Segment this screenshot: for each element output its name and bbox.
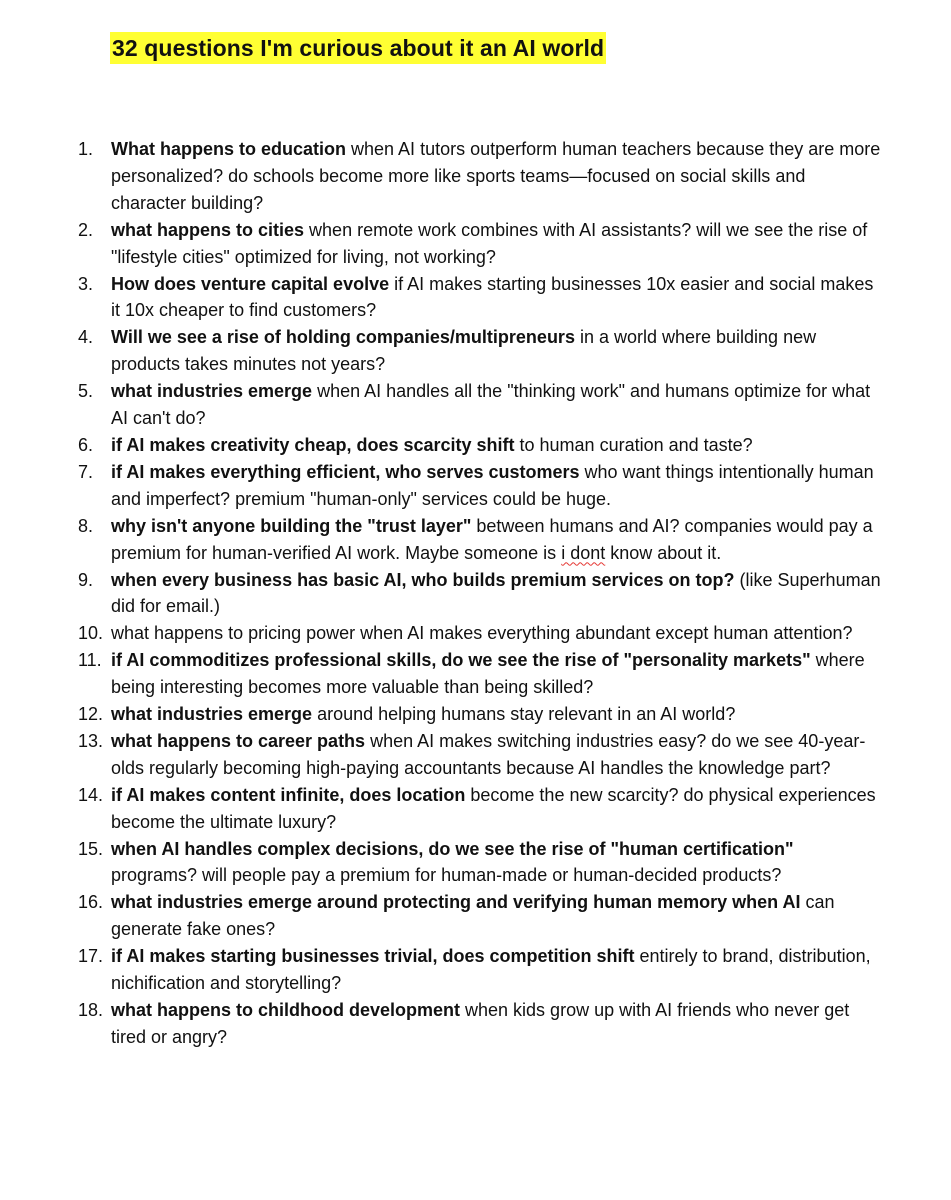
question-number: 9.: [78, 569, 94, 590]
question-bold-text: what happens to career paths: [111, 730, 366, 751]
question-number: 3.: [78, 273, 94, 294]
question-bold-text: How does venture capital evolve: [111, 273, 390, 294]
question-list: [0, 136, 951, 1051]
question-text: can generate fake ones?: [111, 892, 835, 940]
question-bold-text: if AI commoditizes professional skills, do we see the rise of "personality markets": [111, 650, 811, 671]
question-text: in a world where building new products takes minutes not years?: [111, 327, 817, 375]
question-item-4: [0, 324, 951, 378]
question-bold-text: why isn't anyone building the "trust layer": [111, 515, 472, 536]
question-bold-text: what happens to childhood development: [111, 1000, 461, 1020]
question-number: 12.: [78, 704, 104, 725]
question-item-3: [0, 271, 951, 325]
question-item-18: [0, 997, 951, 1051]
document-title: 32 questions I'm curious about it an AI world: [110, 32, 606, 64]
question-text: when remote work combines with AI assistants? will we see the rise of "lifestyle cities" optimized for living, not working?: [111, 219, 868, 267]
question-text: who want things intentionally human and imperfect? premium "human-only" services could be huge.: [111, 461, 874, 509]
question-text-end: know about it.: [605, 542, 722, 563]
question-text: when kids grow up with AI friends who never get tired or angry?: [111, 1000, 850, 1047]
question-bold-text: what happens to cities: [111, 219, 305, 240]
question-number: 11.: [78, 650, 102, 671]
question-bold-text: what industries emerge around protecting and verifying human memory when AI: [111, 892, 801, 913]
question-number: 17.: [78, 946, 104, 967]
question-text: to human curation and taste?: [514, 434, 753, 455]
question-bold-text: if AI makes everything efficient, who serves customers: [111, 461, 580, 482]
question-number: 4.: [78, 327, 94, 348]
question-number: 8.: [78, 515, 94, 536]
question-text: if AI makes starting businesses 10x easier and social makes it 10x cheaper to find customers?: [111, 273, 874, 321]
question-text: what happens to pricing power when AI makes everything abundant except human attention?: [111, 623, 853, 644]
question-number: 16.: [78, 892, 104, 913]
question-bold-text: if AI makes starting businesses trivial, does competition shift: [111, 946, 635, 967]
question-item-9: [0, 567, 951, 621]
question-item-15: [0, 836, 951, 890]
question-number: 2.: [78, 219, 94, 240]
question-number: 1.: [78, 139, 94, 159]
question-item-7: [0, 459, 951, 513]
question-number: 14.: [78, 784, 104, 805]
question-text: when AI tutors outperform human teachers because they are more personalized? do schools become more like sports teams—focused on social skills and character building?: [111, 139, 881, 213]
question-bold-text: What happens to education: [111, 139, 347, 159]
question-item-2: [0, 217, 951, 271]
question-item-6: [0, 432, 951, 459]
question-item-17: [0, 943, 951, 997]
question-item-13: [0, 728, 951, 782]
question-text: around helping humans stay relevant in an AI world?: [312, 704, 736, 725]
question-item-12: [0, 701, 951, 728]
question-number: 5.: [78, 381, 94, 402]
question-bold-text: when AI handles complex decisions, do we see the rise of "human certification": [111, 838, 794, 859]
question-item-5: [0, 378, 951, 432]
question-bold-text: Will we see a rise of holding companies/multipreneurs: [111, 327, 575, 348]
question-bold-text: if AI makes creativity cheap, does scarcity shift: [111, 434, 515, 455]
question-item-14: [0, 782, 951, 836]
question-number: 15.: [78, 838, 104, 859]
question-item-8: [0, 513, 951, 567]
question-text: become the new scarcity? do physical experiences become the ultimate luxury?: [111, 784, 876, 832]
question-text: between humans and AI? companies would pay a premium for human-verified AI work. Maybe someone is: [111, 515, 873, 563]
question-item-10: [0, 620, 951, 647]
question-number: 18.: [78, 1000, 104, 1020]
question-bold-text: what industries emerge: [111, 704, 313, 725]
question-item-11: [0, 647, 951, 701]
question-number: 7.: [78, 461, 94, 482]
question-item-1: [0, 136, 951, 217]
question-text: programs? will people pay a premium for human-made or human-decided products?: [111, 865, 782, 886]
question-item-16: [0, 889, 951, 943]
question-bold-text: when every business has basic AI, who builds premium services on top?: [111, 569, 735, 590]
question-text: when AI makes switching industries easy? do we see 40-year-olds regularly becoming high-paying accountants because AI handles the knowledge part?: [111, 730, 866, 778]
question-number: 6.: [78, 434, 94, 455]
question-text: when AI handles all the "thinking work" and humans optimize for what AI can't do?: [111, 381, 871, 429]
spellcheck-flagged-word[interactable]: i dont: [561, 542, 606, 563]
question-number: 10.: [78, 623, 104, 644]
question-text: (like Superhuman did for email.): [111, 569, 881, 617]
question-bold-text: what industries emerge: [111, 381, 313, 402]
question-text: entirely to brand, distribution, nichification and storytelling?: [111, 946, 871, 994]
question-text: where being interesting becomes more valuable than being skilled?: [111, 650, 865, 698]
question-bold-text: if AI makes content infinite, does location: [111, 784, 466, 805]
question-number: 13.: [78, 730, 104, 751]
